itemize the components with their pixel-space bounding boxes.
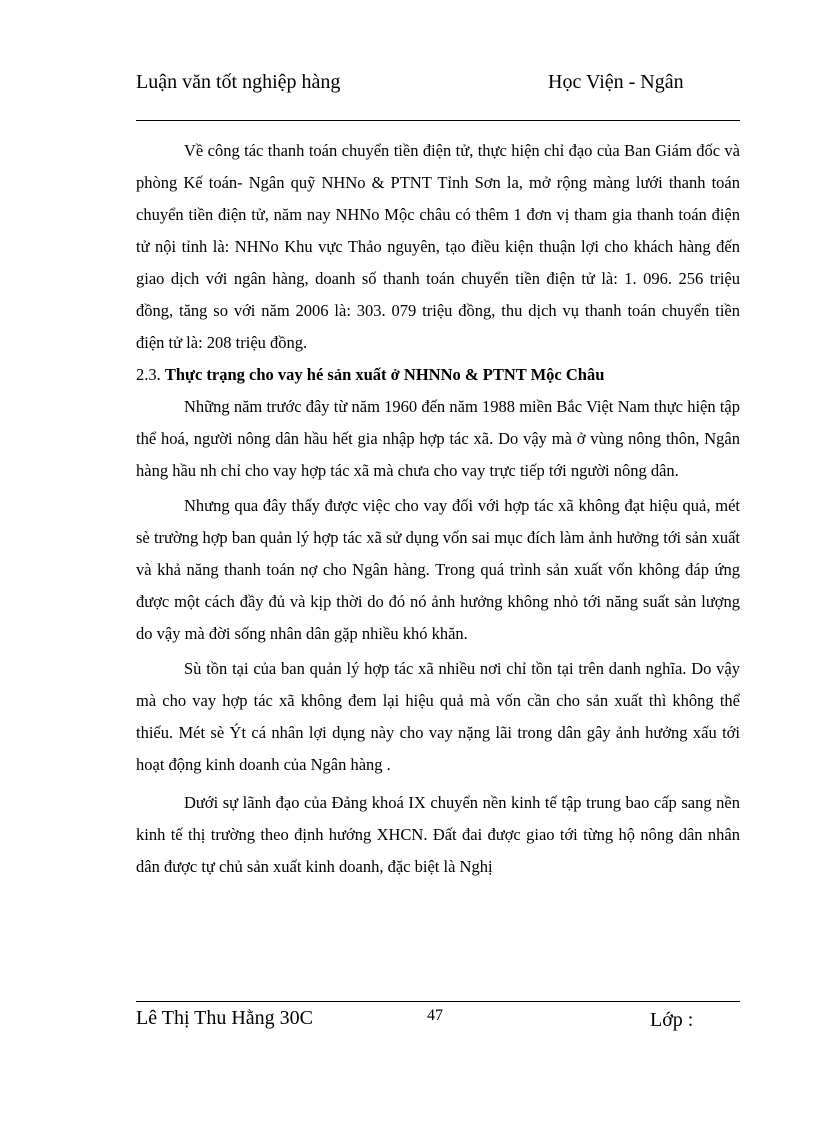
paragraph-electronic-transfer: Về công tác thanh toán chuyển tiền điện tử, thực hiện chỉ đạo của Ban Giám đốc và phòng Kế toán- Ngân quỹ NHNo & PTNT Tỉnh Sơn la, mở rộng màng lưới thanh toán chuyển tiền điện tử, năm nay NHNo Mộc châu có thêm 1 đơn vị tham gia thanh toán điện tử nội tỉnh là: NHNo Khu vực Thảo nguyên, tạo điều kiện thuận lợi cho khách hàng đến giao dịch với ngân hàng, doanh số thanh toán chuyển tiền điện tử là: 1. 096. 256 triệu đồng, tăng so với năm 2006 là: 303. 079 triệu đồng, thu dịch vụ thanh toán chuyển tiền điện tử là: 208 triệu đồng. [136,141,740,352]
header-rule [136,120,740,121]
page-number: 47 [427,1007,443,1024]
paragraph-history: Những năm trước đây từ năm 1960 đến năm 1988 miền Bắc Việt Nam thực hiện tập thể hoá, người nông dân hầu hết gia nhập hợp tác xã. Do vậy mà ở vùng nông thôn, Ngân hàng hầu nh chỉ cho vay hợp tác xã mà chưa cho vay trực tiếp tới người nông dân. [136,397,740,480]
paragraph-management: Sù tồn tại của ban quản lý hợp tác xã nhiều nơi chỉ tồn tại trên danh nghĩa. Do vậy mà cho vay hợp tác xã không đem lại hiệu quả mà vốn cần cho sản xuất thì không thể thiếu. Mét sè Ýt cá nhân lợi dụng này cho vay nặng lãi trong dân gây ảnh hưởng xấu tới hoạt động kinh doanh của Ngân hàng . [136,659,740,774]
section-number: 2.3. [136,365,161,384]
footer-class: Lớp : [650,1009,694,1031]
footer-author: Lê Thị Thu Hằng 30C [136,1007,314,1029]
page-body [136,135,740,883]
header-institution: Học Viện - Ngân [548,71,684,93]
section-title: Thực trạng cho vay hé sản xuất ở NHNNo & PTNT Mộc Châu [164,365,605,384]
paragraph-party-leadership: Dưới sự lãnh đạo của Đảng khoá IX chuyển nền kinh tế tập trung bao cấp sang nền kinh tế thị trường theo định hướng XHCN. Đất đai được giao tới từng hộ nông dân nhân dân được tự chủ sản xuất kinh doanh, đặc biệt là Nghị [136,793,740,876]
header-thesis-title: Luận văn tốt nghiệp hàng [136,71,341,93]
section-heading [136,359,740,391]
paragraph-cooperative-inefficiency: Nhưng qua đây thấy được việc cho vay đối với hợp tác xã không đạt hiệu quả, mét sè trường hợp ban quản lý hợp tác xã sử dụng vốn sai mục đích làm ảnh hưởng tới sản xuất và khả năng thanh toán nợ cho Ngân hàng. Trong quá trình sản xuất vốn không đáp ứng được một cách đầy đủ và kịp thời do đó nó ảnh hưởng không nhỏ tới năng suất sản lượng do vậy mà đời sống nhân dân gặp nhiều khó khăn. [136,496,740,643]
